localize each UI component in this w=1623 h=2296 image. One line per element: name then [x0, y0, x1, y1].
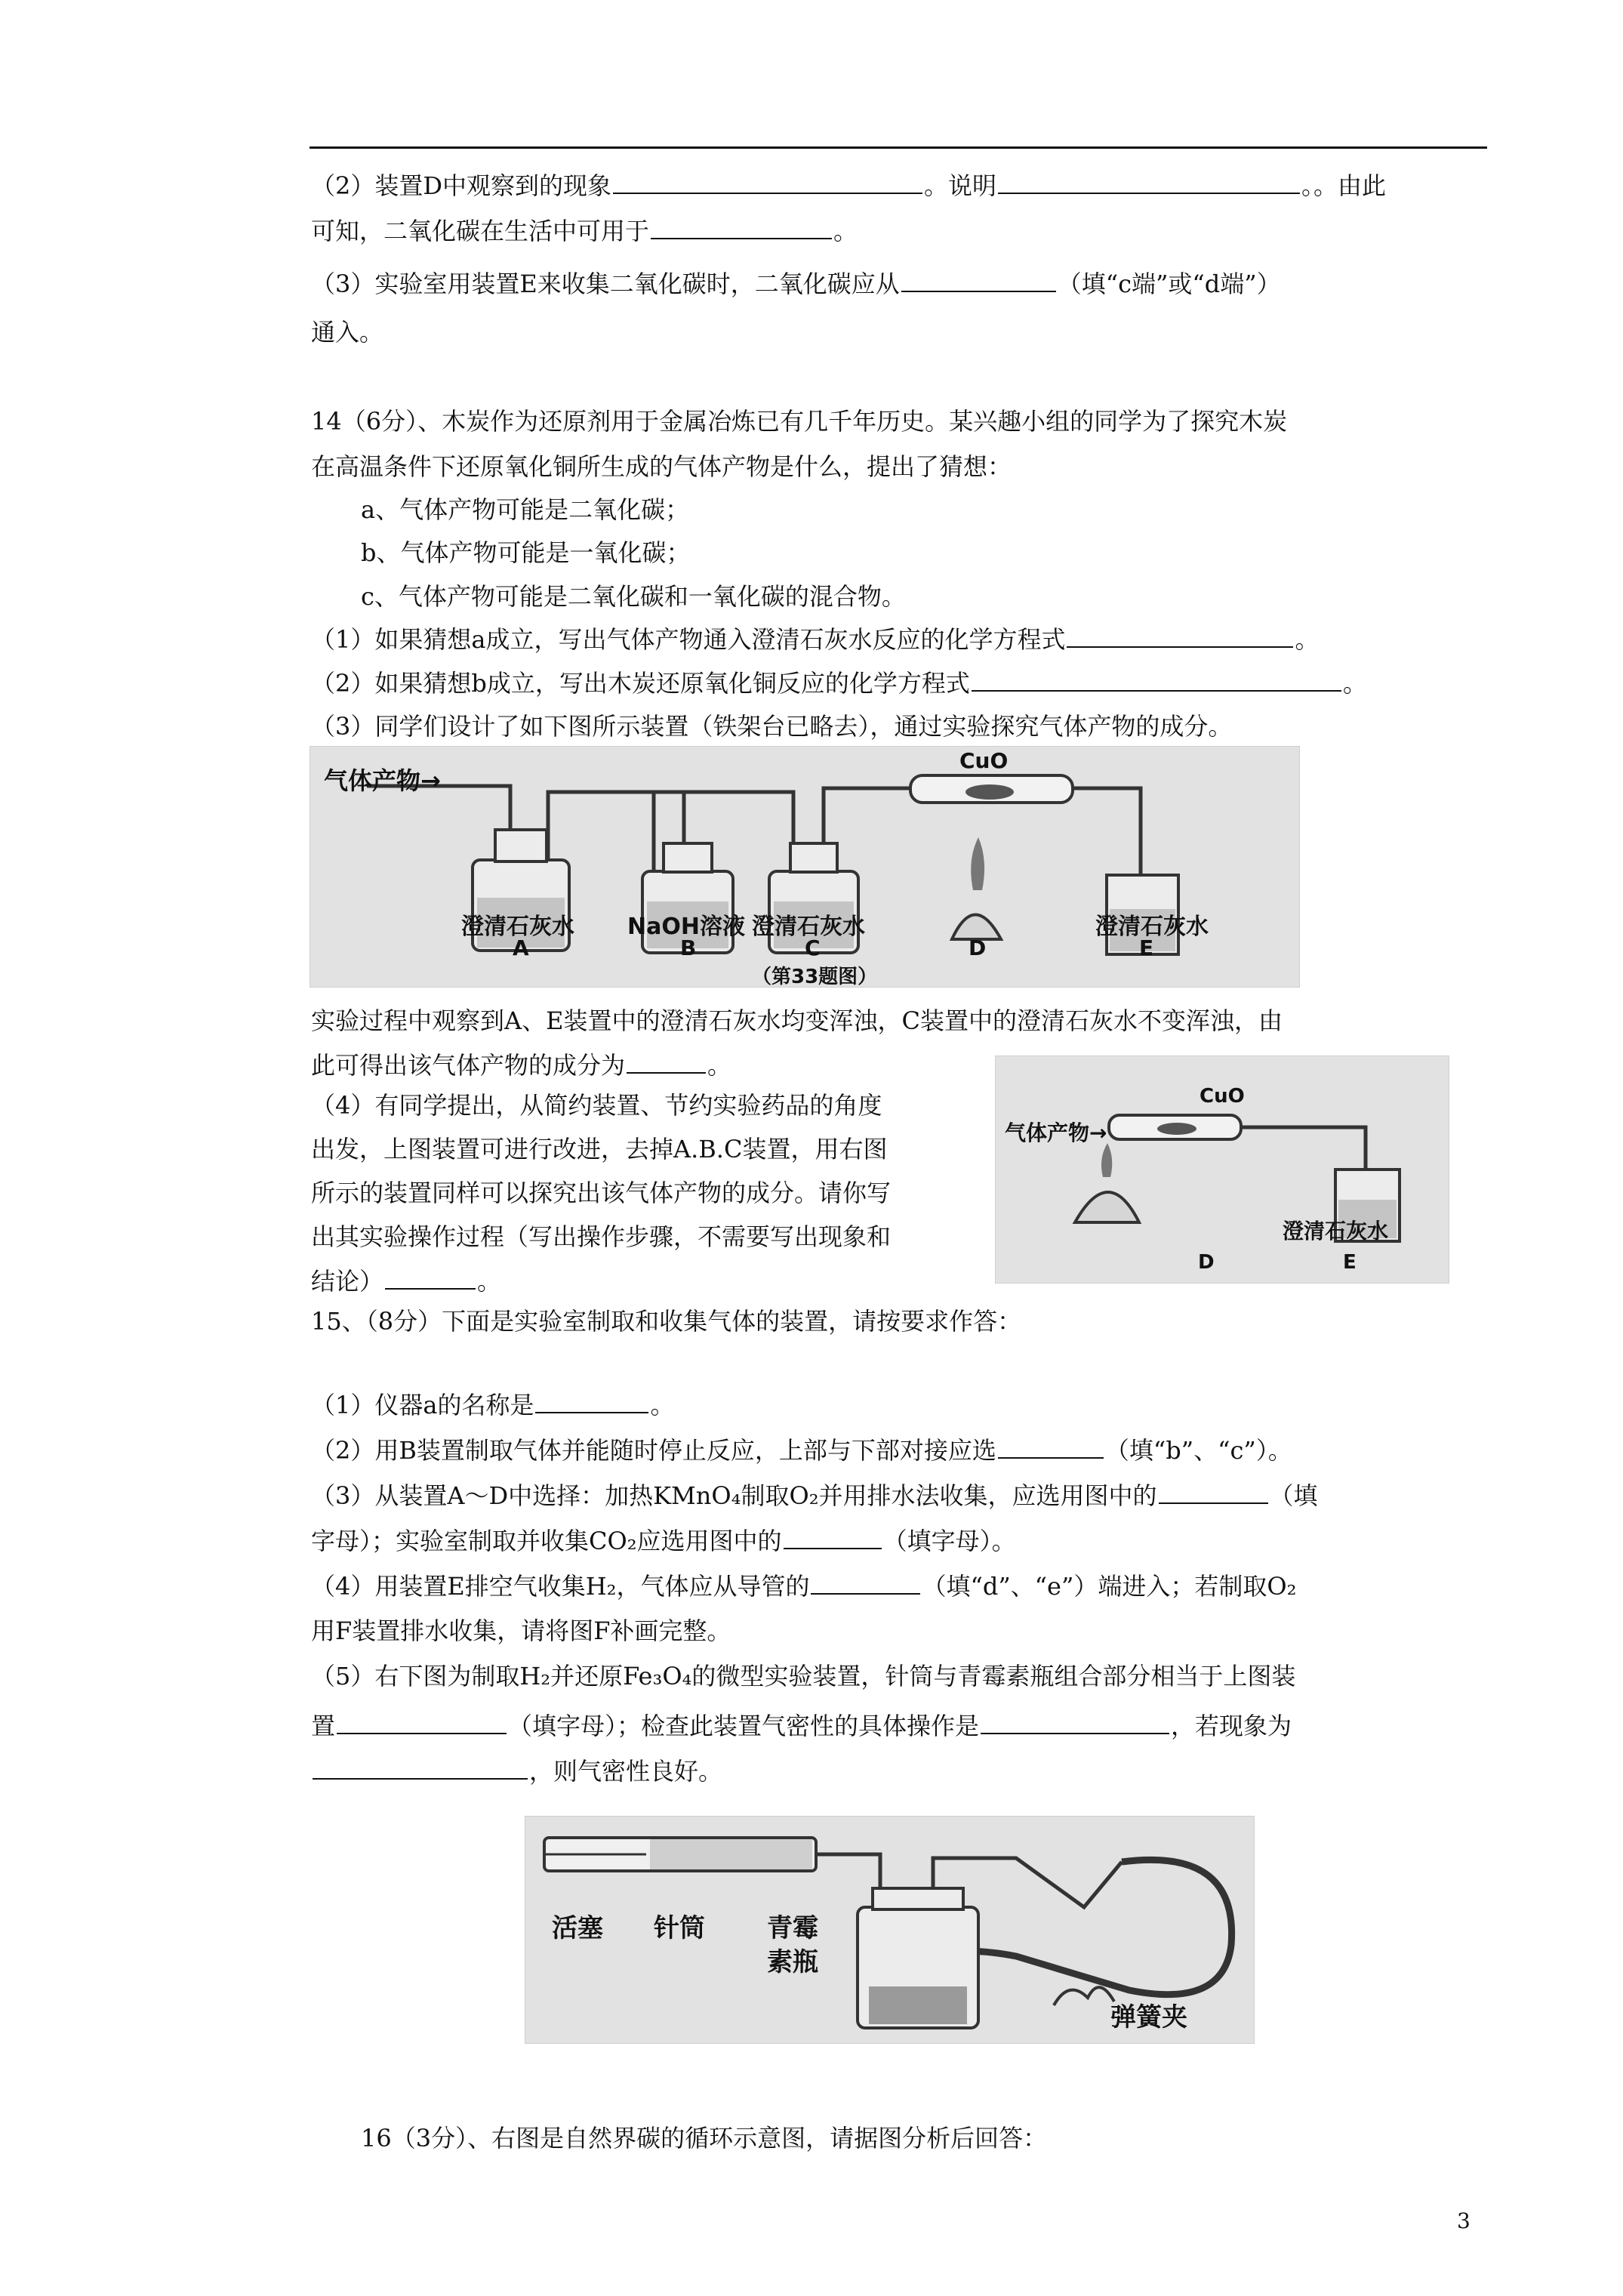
q14-s2-text: （2）如果猜想b成立，写出木炭还原氧化铜反应的化学方程式 — [311, 669, 970, 698]
simplified-apparatus-figure — [995, 1056, 1449, 1284]
answer-blank[interactable] — [981, 1710, 1169, 1734]
q15-step4-line2: 用F装置排水收集，请将图F补画完整。 — [311, 1616, 731, 1645]
q13-p3-text-b: （填“c端”或“d端”） — [1057, 270, 1281, 298]
q15-s3-text-d: （填字母）。 — [882, 1527, 1016, 1555]
q14-guess-b: b、气体产物可能是一氧化碳； — [361, 538, 691, 567]
answer-blank[interactable] — [901, 268, 1056, 292]
q15-s3-text-c: 字母）；实验室制取并收集CO₂应选用图中的 — [311, 1527, 782, 1555]
q15-s5-text-b: （填字母）；检查此装置气密性的具体操作是 — [508, 1712, 980, 1740]
q14-s1-text: （1）如果猜想a成立，写出气体产物通入澄清石灰水反应的化学方程式 — [311, 625, 1066, 654]
q13-part2-line2 — [311, 215, 858, 246]
q15-step3-line1 — [311, 1480, 1318, 1511]
q14-step1 — [311, 624, 1319, 655]
q14-s1-end: 。 — [1295, 625, 1320, 654]
lime-water-label-e: 澄清石灰水 — [1095, 914, 1209, 940]
syringe-label: 针筒 — [654, 1913, 705, 1943]
answer-blank[interactable] — [651, 215, 832, 239]
q14-step2 — [311, 667, 1367, 698]
answer-blank[interactable] — [811, 1570, 920, 1595]
q15-s2-end: （填“b”、“c”）。 — [1104, 1436, 1292, 1465]
q13-p2-text-d: 可知，二氧化碳在生活中可用于 — [311, 217, 650, 245]
answer-blank[interactable] — [998, 170, 1300, 194]
lime-water-label-c: 澄清石灰水 — [752, 914, 865, 940]
header-rule — [310, 146, 1487, 149]
cuo-label: CuO — [1200, 1085, 1245, 1108]
spring-clip-label: 弹簧夹 — [1110, 2002, 1187, 2032]
apparatus-letter-d: D — [969, 935, 987, 960]
bottle-label-line2: 素瓶 — [767, 1947, 818, 1977]
q15-step5-line2 — [311, 1710, 1292, 1741]
q15-s4-text-a: （4）用装置E排空气收集H₂，气体应从导管的 — [311, 1572, 810, 1601]
q14-obs-text: 此可得出该气体产物的成分为 — [311, 1051, 626, 1080]
q15-s2-text: （2）用B装置制取气体并能随时停止反应，上部与下部对接应选 — [311, 1436, 996, 1465]
q15-s1-text: （1）仪器a的名称是 — [311, 1391, 534, 1419]
q15-s5-text-d: ，则气密性良好。 — [529, 1757, 723, 1786]
q13-p2-text-e: 。 — [833, 217, 858, 245]
answer-blank[interactable] — [972, 667, 1341, 692]
q15-step2 — [311, 1435, 1292, 1465]
naoh-label-b: NaOH溶液 — [627, 914, 745, 940]
q13-p2-text-b: 。说明 — [924, 171, 997, 200]
q13-part2-line1 — [311, 170, 1386, 201]
q14-guess-a: a、气体产物可能是二氧化碳； — [361, 495, 690, 524]
plunger-label: 活塞 — [552, 1913, 603, 1943]
lime-water-label: 澄清石灰水 — [1283, 1219, 1389, 1244]
q14-step4-line3: 所示的装置同样可以探究出该气体产物的成分。请你写 — [311, 1179, 892, 1207]
cuo-label: CuO — [959, 748, 1009, 773]
bottle-label-line1: 青霉 — [767, 1913, 818, 1943]
apparatus-letter-d: D — [1198, 1251, 1215, 1274]
q15-s4-text-b: （填“d”、“e”）端进入；若制取O₂ — [922, 1572, 1297, 1601]
answer-blank[interactable] — [784, 1525, 882, 1549]
apparatus-letter-e: E — [1343, 1251, 1357, 1274]
answer-blank[interactable] — [535, 1389, 648, 1413]
q15-intro: 15、（8分）下面是实验室制取和收集气体的装置，请按要求作答： — [311, 1307, 1022, 1336]
q13-p2-text-a: （2）装置D中观察到的现象 — [311, 171, 612, 200]
q13-p3-text-a: （3）实验室用装置E来收集二氧化碳时，二氧化碳应从 — [311, 270, 900, 298]
q13-part3-line2 — [311, 317, 383, 347]
q14-intro-line2: 在高温条件下还原氧化铜所生成的气体产物是什么，提出了猜想： — [311, 452, 1012, 481]
lime-water-label-a: 澄清石灰水 — [461, 914, 574, 940]
q14-step4-line4: 出其实验操作过程（写出操作步骤，不需要写出现象和 — [311, 1222, 892, 1251]
micro-apparatus-figure — [525, 1816, 1255, 2044]
q14-guess-c: c、气体产物可能是二氧化碳和一氧化碳的混合物。 — [361, 582, 906, 611]
apparatus-letter-a: A — [513, 935, 529, 960]
q13-part3-line1 — [311, 268, 1281, 299]
answer-blank[interactable] — [998, 1435, 1104, 1459]
figure-caption: （第33题图） — [752, 966, 878, 988]
q14-step4-line1: （4）有同学提出，从简约装置、节约实验药品的角度 — [311, 1091, 882, 1120]
apparatus-letter-b: B — [680, 935, 697, 960]
q15-step5-line3 — [311, 1755, 722, 1786]
apparatus-letter-e: E — [1139, 935, 1154, 960]
answer-blank[interactable] — [385, 1265, 476, 1290]
q15-s3-text-a: （3）从装置A～D中选择：加热KMnO₄制取O₂并用排水法收集，应选用图中的 — [311, 1481, 1157, 1510]
q14-s4-end: 。 — [477, 1267, 502, 1296]
page-number: 3 — [1457, 2208, 1471, 2233]
q13-p2-text-c: 。。由此 — [1301, 171, 1387, 200]
answer-blank[interactable] — [627, 1049, 706, 1074]
q16-intro: 16（3分）、右图是自然界碳的循环示意图，请据图分析后回答： — [361, 2124, 1048, 2153]
q15-s1-end: 。 — [650, 1391, 675, 1419]
q14-obs-end: 。 — [707, 1051, 732, 1080]
q15-step3-line2 — [311, 1525, 1016, 1556]
q14-observation-line2 — [311, 1049, 731, 1080]
answer-blank[interactable] — [1067, 624, 1293, 648]
apparatus-figure-33 — [310, 746, 1300, 988]
q14-step4-line5 — [311, 1265, 501, 1296]
answer-blank[interactable] — [1159, 1480, 1268, 1504]
q15-step4-line1 — [311, 1570, 1296, 1601]
q15-s3-text-b: （填 — [1269, 1481, 1318, 1510]
q14-s4-text: 结论） — [311, 1267, 384, 1296]
q14-observation-line1: 实验过程中观察到A、E装置中的澄清石灰水均变浑浊，C装置中的澄清石灰水不变浑浊，由 — [311, 1006, 1283, 1035]
q13-p3-text-c: 通入。 — [311, 318, 384, 347]
q14-step4-line2: 出发，上图装置可进行改进，去掉A.B.C装置，用右图 — [311, 1135, 888, 1163]
q15-step5-line1: （5）右下图为制取H₂并还原Fe₃O₄的微型实验装置，针筒与青霉素瓶组合部分相当于上图装 — [311, 1662, 1296, 1690]
answer-blank[interactable] — [313, 1755, 528, 1780]
q15-s5-text-c: ，若现象为 — [1171, 1712, 1292, 1740]
answer-blank[interactable] — [613, 170, 922, 194]
gas-inlet-label: 气体产物→ — [324, 766, 441, 795]
q15-s5-text-a: 置 — [311, 1712, 336, 1740]
gas-inlet-label: 气体产物→ — [1005, 1120, 1107, 1145]
q14-step3: （3）同学们设计了如下图所示装置（铁架台已略去），通过实验探究气体产物的成分。 — [311, 712, 1233, 741]
q14-intro-line1: 14（6分）、木炭作为还原剂用于金属冶炼已有几千年历史。某兴趣小组的同学为了探究木炭 — [311, 407, 1288, 436]
q14-s2-end: 。 — [1342, 669, 1367, 698]
q15-step1 — [311, 1389, 674, 1420]
answer-blank[interactable] — [337, 1710, 507, 1734]
apparatus-letter-c: C — [805, 935, 821, 960]
